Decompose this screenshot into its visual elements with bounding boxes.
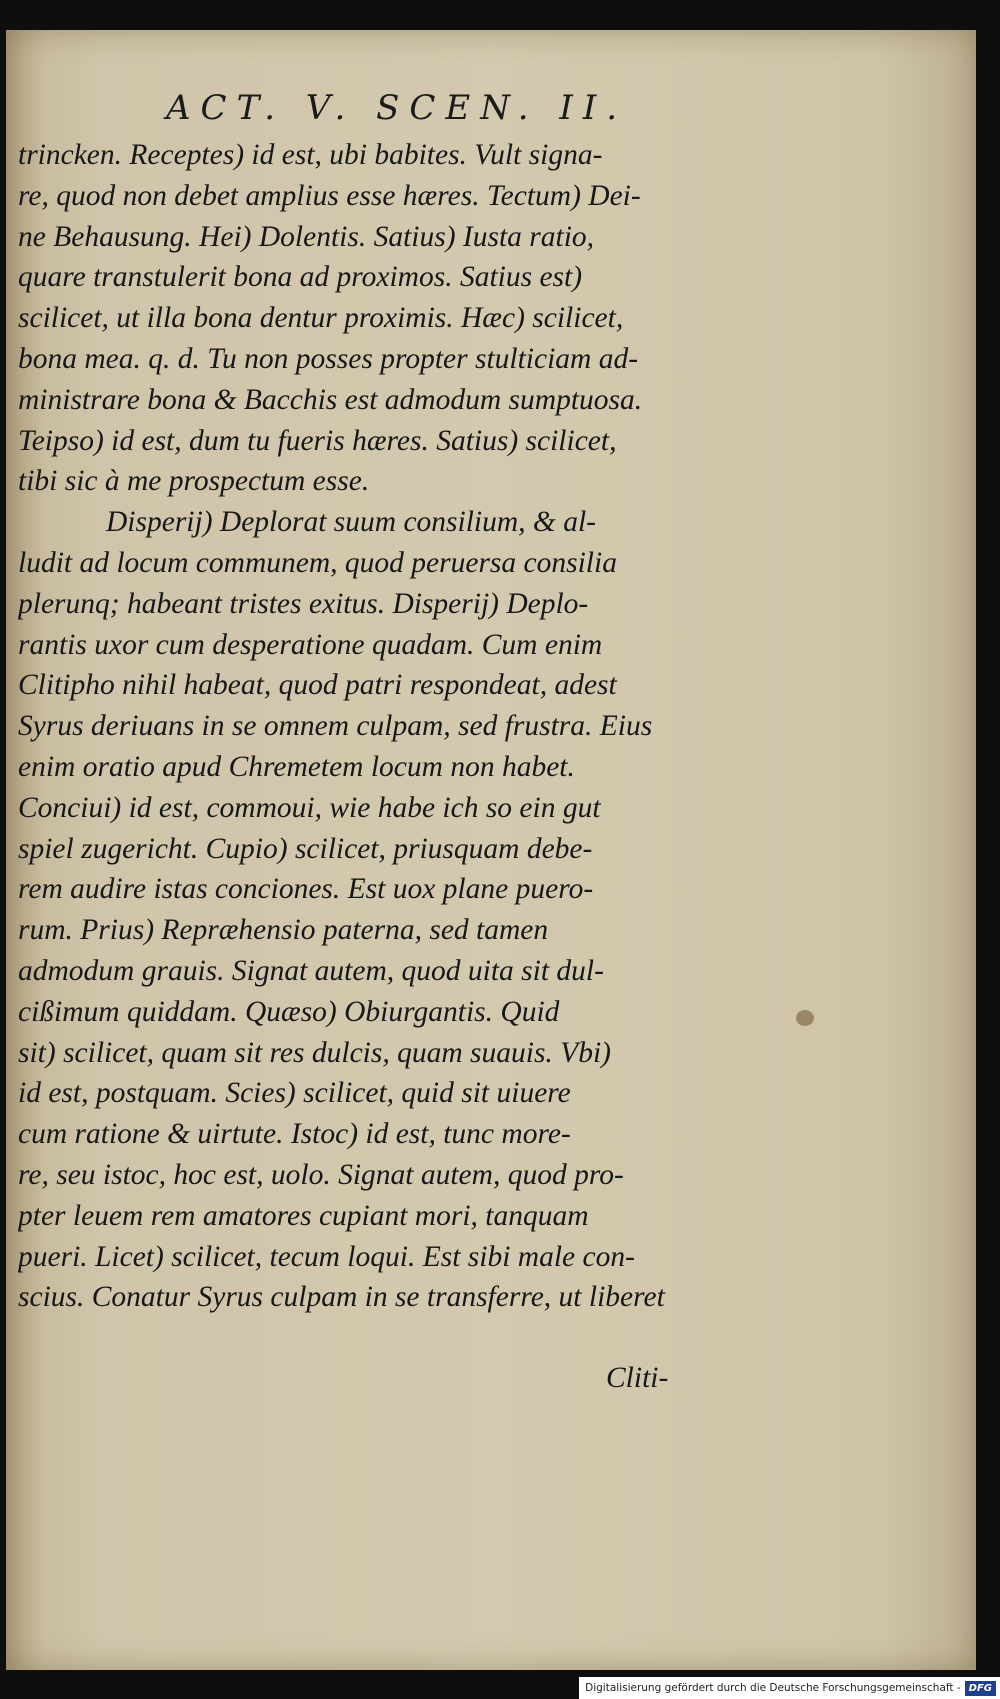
text-line: re, seu istoc, hoc est, uolo. Signat autem, quod pro-	[18, 1158, 624, 1191]
page-body	[18, 135, 708, 1318]
text-line: rem audire istas conciones. Est uox plane puero-	[18, 873, 594, 906]
text-line: Teipso) id est, dum tu fueris hæres. Satius) scilicet,	[18, 424, 617, 457]
text-line: bona mea. q. d. Tu non posses propter stulticiam ad-	[18, 342, 639, 375]
book-page	[6, 30, 976, 1670]
ink-stain	[796, 1010, 814, 1026]
digitization-credit	[579, 1677, 1000, 1699]
text-line: ministrare bona & Bacchis est admodum sumptuosa.	[18, 383, 643, 416]
text-line: Syrus deriuans in se omnem culpam, sed frustra. Eius	[18, 710, 653, 743]
text-line: scilicet, ut illa bona dentur proximis. Hæc) scilicet,	[18, 302, 624, 335]
text-line: cißimum quiddam. Quæso) Obiurgantis. Quid	[18, 995, 560, 1028]
text-line: scius. Conatur Syrus culpam in se transferre, ut liberet	[18, 1281, 665, 1314]
text-line: Conciui) id est, commoui, wie habe ich so ein gut	[18, 791, 601, 824]
text-line: pueri. Licet) scilicet, tecum loqui. Est sibi male con-	[18, 1240, 635, 1273]
text-line: rum. Prius) Repræhensio paterna, sed tamen	[18, 914, 549, 947]
text-line: enim oratio apud Chremetem locum non habet.	[18, 750, 575, 783]
text-line: plerunq; habeant tristes exitus. Disperij) Deplo-	[18, 587, 589, 620]
text-line: cum ratione & uirtute. Istoc) id est, tunc more-	[18, 1118, 571, 1151]
catchword: Cliti-	[606, 1362, 669, 1394]
text-line: admodum grauis. Signat autem, quod uita sit dul-	[18, 954, 604, 987]
text-line: ne Behausung. Hei) Dolentis. Satius) Iusta ratio,	[18, 220, 595, 253]
text-line: rantis uxor cum desperatione quadam. Cum enim	[18, 628, 603, 661]
text-line: Clitipho nihil habeat, quod patri respondeat, adest	[18, 669, 617, 702]
credit-text: Digitalisierung gefördert durch die Deutsche Forschungsgemeinschaft -	[585, 1682, 961, 1694]
paragraph-start-line: Disperij) Deplorat suum consilium, & al-	[106, 506, 597, 539]
text-line: quare transtulerit bona ad proximos. Satius est)	[18, 261, 583, 294]
text-line: sit) scilicet, quam sit res dulcis, quam suauis. Vbi)	[18, 1036, 611, 1069]
text-line: trincken. Receptes) id est, ubi babites. Vult signa-	[18, 139, 603, 171]
text-line: tibi sic à me prospectum esse.	[18, 465, 370, 498]
running-header: ACT. V. SCEN. II.	[166, 88, 628, 128]
text-line: pter leuem rem amatores cupiant mori, tanquam	[18, 1199, 589, 1232]
text-line: ludit ad locum communem, quod peruersa consilia	[18, 546, 617, 579]
text-line: id est, postquam. Scies) scilicet, quid sit uiuere	[18, 1077, 571, 1110]
text-line: spiel zugericht. Cupio) scilicet, priusquam debe-	[18, 832, 593, 865]
text-line: re, quod non debet amplius esse hæres. Tectum) Dei-	[18, 179, 641, 212]
dfg-logo: DFG	[965, 1681, 996, 1696]
